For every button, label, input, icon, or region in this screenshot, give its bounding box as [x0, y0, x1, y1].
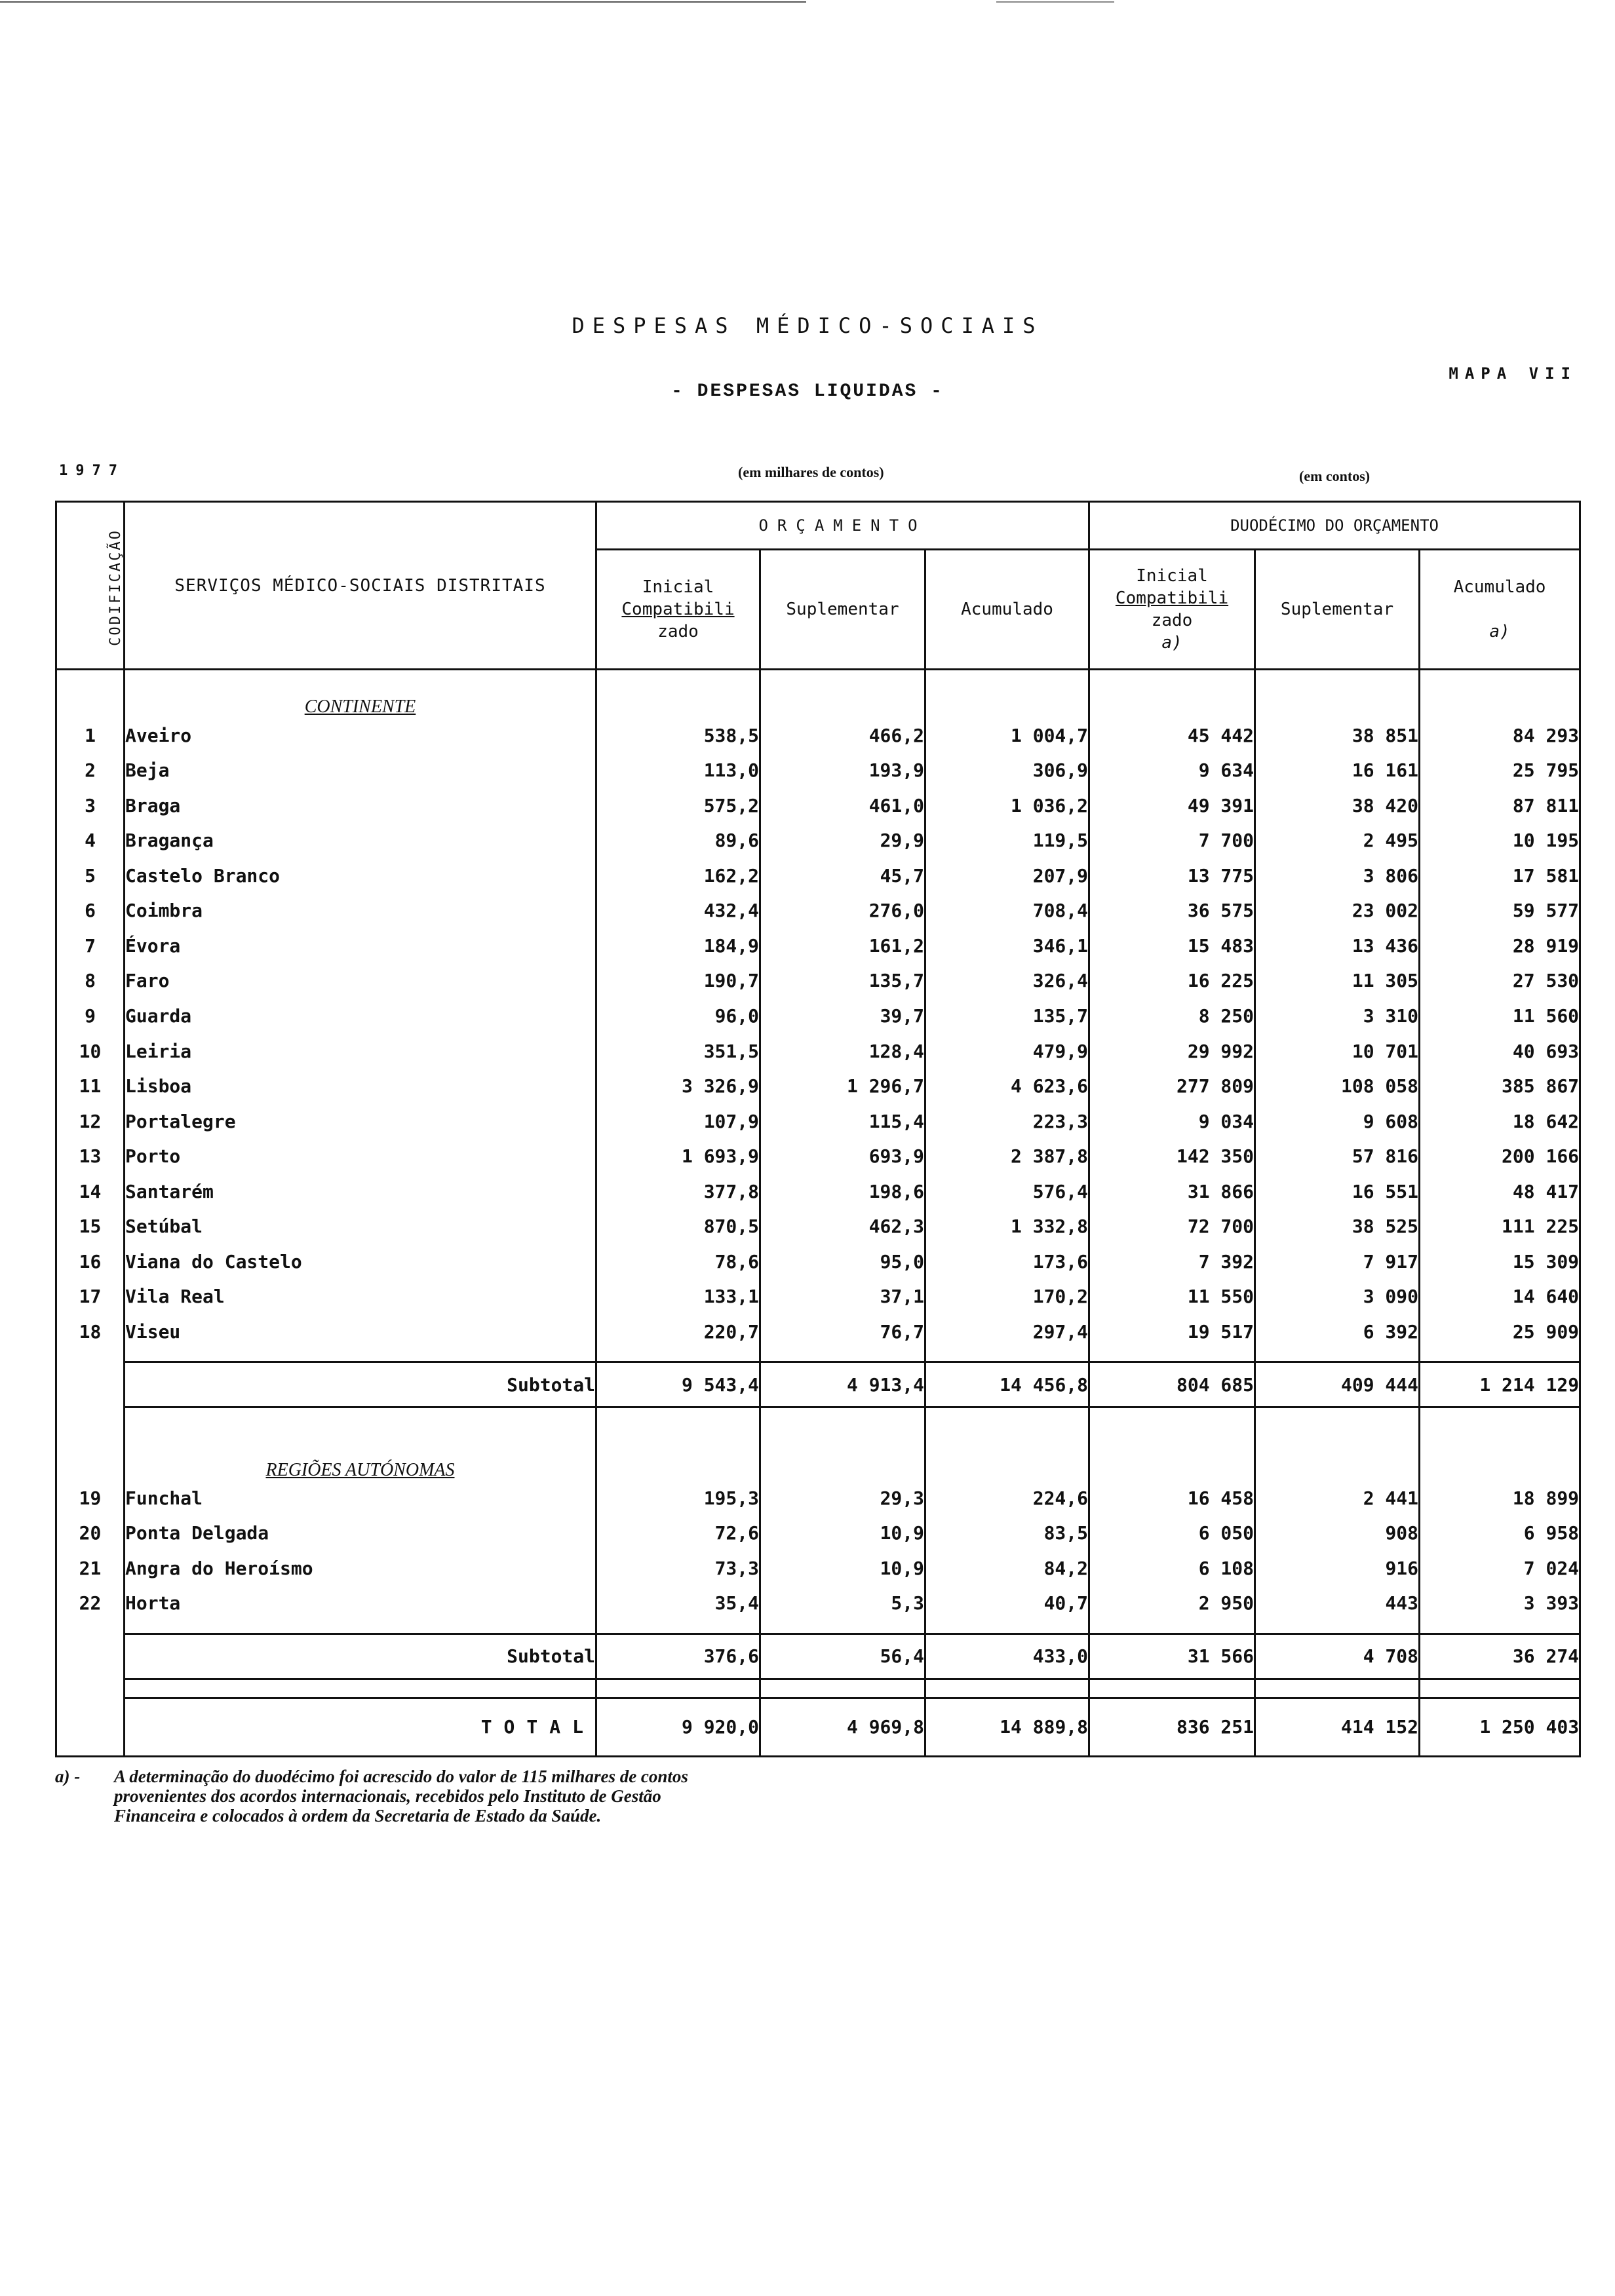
cell-d-supl: 16 161 — [1255, 753, 1420, 788]
cell-o-inicial: 432,4 — [596, 893, 760, 928]
footnote-label: a) - — [55, 1767, 81, 1786]
cell-d-acum: 59 577 — [1420, 893, 1580, 928]
cell-d-inicial: 6 108 — [1089, 1551, 1255, 1586]
cell-o-supl: 37,1 — [760, 1279, 925, 1314]
continente-section — [56, 670, 1580, 718]
cell-o-acum: 326,4 — [925, 963, 1089, 999]
cell-o-acum: 40,7 — [925, 1586, 1089, 1621]
table-row — [56, 1174, 1580, 1209]
cell-d-inicial: 9 634 — [1089, 753, 1255, 788]
top-rule — [0, 1, 806, 3]
cell-code: 11 — [56, 1069, 125, 1104]
cell-d-inicial: 8 250 — [1089, 999, 1255, 1034]
table-row — [56, 928, 1580, 964]
cell-o-inicial: 96,0 — [596, 999, 760, 1034]
cell-d-acum: 3 393 — [1420, 1586, 1580, 1621]
cell-code: 15 — [56, 1209, 125, 1244]
cell-o-supl: 462,3 — [760, 1209, 925, 1244]
cell-d-inicial: 9 034 — [1089, 1103, 1255, 1139]
cell-o-acum: 84,2 — [925, 1551, 1089, 1586]
section-regioes: REGIÕES AUTÓNOMAS — [125, 1407, 596, 1481]
expenses-table — [55, 501, 1581, 1757]
subtotal-label: Subtotal — [125, 1634, 596, 1679]
cell-d-inicial: 15 483 — [1089, 928, 1255, 964]
table-row — [56, 718, 1580, 753]
table-row — [56, 788, 1580, 823]
cell-o-inicial: 89,6 — [596, 823, 760, 858]
cell-d-supl: 3 806 — [1255, 858, 1420, 894]
cell-o-inicial: 184,9 — [596, 928, 760, 964]
cell-d-supl: 23 002 — [1255, 893, 1420, 928]
table-row — [56, 1103, 1580, 1139]
cell-o-inicial: 195,3 — [596, 1481, 760, 1516]
col-orc-acumulado: Acumulado — [925, 550, 1089, 670]
table-row — [56, 1209, 1580, 1244]
cell-code: 20 — [56, 1516, 125, 1551]
cell-d-supl: 3 310 — [1255, 999, 1420, 1034]
cell-o-supl: 76,7 — [760, 1314, 925, 1350]
cell-o-inicial: 78,6 — [596, 1244, 760, 1280]
cell-name: Angra do Heroísmo — [125, 1551, 596, 1586]
cell-d-supl: 16 551 — [1255, 1174, 1420, 1209]
cell-d-inicial: 6 050 — [1089, 1516, 1255, 1551]
cell-d-acum: 200 166 — [1420, 1139, 1580, 1174]
cell-name: Porto — [125, 1139, 596, 1174]
table-row — [56, 1586, 1580, 1621]
cell-d-supl: 6 392 — [1255, 1314, 1420, 1350]
cell-d-supl: 7 917 — [1255, 1244, 1420, 1280]
cell-o-supl: 95,0 — [760, 1244, 925, 1280]
footnote — [55, 1767, 1104, 1826]
top-rule-fragment — [996, 1, 1114, 3]
cell-name: Vila Real — [125, 1279, 596, 1314]
cell-d-supl: 13 436 — [1255, 928, 1420, 964]
table-row — [56, 963, 1580, 999]
year-label: 1977 — [59, 463, 125, 479]
cell-name: Guarda — [125, 999, 596, 1034]
cell-name: Beja — [125, 753, 596, 788]
cell-d-supl: 2 495 — [1255, 823, 1420, 858]
cell-d-acum: 14 640 — [1420, 1279, 1580, 1314]
cell-name: Lisboa — [125, 1069, 596, 1104]
table-row — [56, 1516, 1580, 1551]
cell-name: Castelo Branco — [125, 858, 596, 894]
cell-o-acum: 14 456,8 — [925, 1362, 1089, 1407]
cell-d-inicial: 7 700 — [1089, 823, 1255, 858]
cell-o-supl: 29,3 — [760, 1481, 925, 1516]
cell-code: 10 — [56, 1033, 125, 1069]
cell-o-acum: 119,5 — [925, 823, 1089, 858]
cell-name: Funchal — [125, 1481, 596, 1516]
cell-d-acum: 40 693 — [1420, 1033, 1580, 1069]
cell-o-supl: 1 296,7 — [760, 1069, 925, 1104]
cell-name: Évora — [125, 928, 596, 964]
cell-o-acum: 207,9 — [925, 858, 1089, 894]
table-row — [56, 1033, 1580, 1069]
cell-d-supl: 2 441 — [1255, 1481, 1420, 1516]
cell-d-inicial: 72 700 — [1089, 1209, 1255, 1244]
table-row — [56, 1244, 1580, 1280]
cell-d-supl: 409 444 — [1255, 1362, 1420, 1407]
cell-d-supl: 108 058 — [1255, 1069, 1420, 1104]
unit-duodecimo: (em contos) — [1299, 468, 1371, 484]
col-duo-acumulado — [1420, 550, 1580, 670]
cell-d-inicial: 19 517 — [1089, 1314, 1255, 1350]
cell-d-acum: 17 581 — [1420, 858, 1580, 894]
cell-o-inicial: 72,6 — [596, 1516, 760, 1551]
col-duo-inicial-l3: zado — [1151, 611, 1193, 631]
cell-name: Bragança — [125, 823, 596, 858]
cell-o-supl: 10,9 — [760, 1551, 925, 1586]
cell-name: Leiria — [125, 1033, 596, 1069]
codificacao-label: CODIFICAÇÃO — [107, 529, 124, 646]
total-label: TOTAL — [125, 1698, 596, 1756]
cell-o-acum: 1 332,8 — [925, 1209, 1089, 1244]
cell-o-supl: 4 969,8 — [760, 1698, 925, 1756]
cell-o-inicial: 538,5 — [596, 718, 760, 753]
cell-o-supl: 693,9 — [760, 1139, 925, 1174]
cell-d-supl: 57 816 — [1255, 1139, 1420, 1174]
table-row — [56, 823, 1580, 858]
cell-o-inicial: 190,7 — [596, 963, 760, 999]
cell-name: Horta — [125, 1586, 596, 1621]
cell-code: 22 — [56, 1586, 125, 1621]
cell-d-inicial: 804 685 — [1089, 1362, 1255, 1407]
page-title: DESPESAS MÉDICO-SOCIAIS — [572, 313, 1043, 338]
cell-o-inicial: 9 920,0 — [596, 1698, 760, 1756]
cell-d-inicial: 36 575 — [1089, 893, 1255, 928]
cell-code: 16 — [56, 1244, 125, 1280]
col-duo-inicial-note: a) — [1161, 633, 1182, 653]
col-duo-acumulado-note: a) — [1489, 622, 1510, 642]
regioes-subtotal-row — [56, 1634, 1580, 1679]
cell-d-supl: 11 305 — [1255, 963, 1420, 999]
cell-o-supl: 198,6 — [760, 1174, 925, 1209]
cell-o-acum: 224,6 — [925, 1481, 1089, 1516]
cell-d-inicial: 29 992 — [1089, 1033, 1255, 1069]
cell-o-supl: 135,7 — [760, 963, 925, 999]
cell-d-supl: 9 608 — [1255, 1103, 1420, 1139]
table-row — [56, 1551, 1580, 1586]
cell-o-supl: 56,4 — [760, 1634, 925, 1679]
cell-code: 19 — [56, 1481, 125, 1516]
cell-name: Santarém — [125, 1174, 596, 1209]
table-row — [56, 1481, 1580, 1516]
cell-o-acum: 306,9 — [925, 753, 1089, 788]
footnote-line-2: provenientes dos acordos internacionais, recebidos pelo Instituto de Gestão — [114, 1786, 661, 1806]
cell-d-supl: 414 152 — [1255, 1698, 1420, 1756]
cell-d-acum: 385 867 — [1420, 1069, 1580, 1104]
regioes-rows — [56, 1481, 1580, 1621]
cell-o-supl: 276,0 — [760, 893, 925, 928]
cell-o-inicial: 220,7 — [596, 1314, 760, 1350]
continente-subtotal-row — [56, 1362, 1580, 1407]
cell-d-inicial: 836 251 — [1089, 1698, 1255, 1756]
cell-o-acum: 433,0 — [925, 1634, 1089, 1679]
cell-o-supl: 45,7 — [760, 858, 925, 894]
cell-code: 21 — [56, 1551, 125, 1586]
cell-o-supl: 161,2 — [760, 928, 925, 964]
cell-o-acum: 708,4 — [925, 893, 1089, 928]
cell-d-acum: 36 274 — [1420, 1634, 1580, 1679]
cell-o-supl: 115,4 — [760, 1103, 925, 1139]
total-row — [56, 1698, 1580, 1756]
table-row — [56, 1069, 1580, 1104]
cell-name: Coimbra — [125, 893, 596, 928]
cell-o-supl: 39,7 — [760, 999, 925, 1034]
cell-d-supl: 3 090 — [1255, 1279, 1420, 1314]
subtotal-label: Subtotal — [125, 1362, 596, 1407]
cell-name: Viseu — [125, 1314, 596, 1350]
cell-o-inicial: 73,3 — [596, 1551, 760, 1586]
cell-d-acum: 18 899 — [1420, 1481, 1580, 1516]
cell-d-supl: 38 851 — [1255, 718, 1420, 753]
cell-d-acum: 1 214 129 — [1420, 1362, 1580, 1407]
col-duo-inicial — [1089, 550, 1255, 670]
servicos-header: SERVIÇOS MÉDICO-SOCIAIS DISTRITAIS — [125, 502, 596, 670]
cell-o-supl: 5,3 — [760, 1586, 925, 1621]
cell-d-inicial: 11 550 — [1089, 1279, 1255, 1314]
cell-d-acum: 11 560 — [1420, 999, 1580, 1034]
cell-name: Faro — [125, 963, 596, 999]
footnote-line-1: A determinação do duodécimo foi acrescido do valor de 115 milhares de contos — [114, 1767, 688, 1786]
cell-code: 5 — [56, 858, 125, 894]
orcamento-header: ORÇAMENTO — [596, 502, 1089, 550]
cell-d-acum: 18 642 — [1420, 1103, 1580, 1139]
cell-name: Viana do Castelo — [125, 1244, 596, 1280]
table-row — [56, 858, 1580, 894]
cell-o-acum: 1 004,7 — [925, 718, 1089, 753]
cell-d-acum: 6 958 — [1420, 1516, 1580, 1551]
cell-o-supl: 29,9 — [760, 823, 925, 858]
cell-o-acum: 83,5 — [925, 1516, 1089, 1551]
cell-d-acum: 84 293 — [1420, 718, 1580, 753]
cell-d-acum: 48 417 — [1420, 1174, 1580, 1209]
cell-code: 9 — [56, 999, 125, 1034]
table-row — [56, 1139, 1580, 1174]
cell-o-inicial: 377,8 — [596, 1174, 760, 1209]
cell-d-acum: 87 811 — [1420, 788, 1580, 823]
cell-d-acum: 27 530 — [1420, 963, 1580, 999]
cell-o-supl: 4 913,4 — [760, 1362, 925, 1407]
cell-code: 8 — [56, 963, 125, 999]
cell-d-supl: 38 525 — [1255, 1209, 1420, 1244]
cell-code: 13 — [56, 1139, 125, 1174]
cell-o-supl: 193,9 — [760, 753, 925, 788]
cell-d-acum: 25 909 — [1420, 1314, 1580, 1350]
cell-o-inicial: 575,2 — [596, 788, 760, 823]
cell-code: 4 — [56, 823, 125, 858]
cell-d-supl: 38 420 — [1255, 788, 1420, 823]
page-subtitle: - DESPESAS LIQUIDAS - — [671, 381, 944, 402]
cell-o-inicial: 1 693,9 — [596, 1139, 760, 1174]
cell-d-inicial: 13 775 — [1089, 858, 1255, 894]
cell-code: 2 — [56, 753, 125, 788]
table-row — [56, 753, 1580, 788]
cell-o-acum: 2 387,8 — [925, 1139, 1089, 1174]
cell-o-acum: 576,4 — [925, 1174, 1089, 1209]
col-orc-inicial — [596, 550, 760, 670]
cell-code: 12 — [56, 1103, 125, 1139]
cell-name: Portalegre — [125, 1103, 596, 1139]
cell-code: 14 — [56, 1174, 125, 1209]
cell-d-inicial: 16 458 — [1089, 1481, 1255, 1516]
col-orc-inicial-l1: Inicial — [642, 577, 714, 598]
table-row — [56, 1314, 1580, 1350]
cell-d-acum: 1 250 403 — [1420, 1698, 1580, 1756]
col-duo-inicial-l1: Inicial — [1136, 566, 1208, 586]
cell-o-inicial: 3 326,9 — [596, 1069, 760, 1104]
col-orc-suplementar: Suplementar — [760, 550, 925, 670]
cell-o-acum: 4 623,6 — [925, 1069, 1089, 1104]
cell-o-acum: 135,7 — [925, 999, 1089, 1034]
col-duo-inicial-l2: Compatibili — [1115, 588, 1229, 609]
cell-d-acum: 15 309 — [1420, 1244, 1580, 1280]
cell-d-inicial: 16 225 — [1089, 963, 1255, 999]
cell-d-supl: 916 — [1255, 1551, 1420, 1586]
codificacao-header — [56, 502, 125, 670]
footnote-line-3: Financeira e colocados à ordem da Secretaria de Estado da Saúde. — [114, 1806, 602, 1826]
cell-o-inicial: 107,9 — [596, 1103, 760, 1139]
cell-code: 3 — [56, 788, 125, 823]
cell-d-acum: 10 195 — [1420, 823, 1580, 858]
cell-code: 1 — [56, 718, 125, 753]
cell-code: 18 — [56, 1314, 125, 1350]
cell-d-supl: 908 — [1255, 1516, 1420, 1551]
cell-d-inicial: 45 442 — [1089, 718, 1255, 753]
cell-d-inicial: 277 809 — [1089, 1069, 1255, 1104]
cell-o-inicial: 162,2 — [596, 858, 760, 894]
cell-o-inicial: 133,1 — [596, 1279, 760, 1314]
cell-name: Braga — [125, 788, 596, 823]
col-orc-inicial-l3: zado — [657, 622, 699, 642]
col-orc-inicial-l2: Compatibili — [621, 600, 735, 620]
cell-d-inicial: 31 866 — [1089, 1174, 1255, 1209]
cell-o-inicial: 376,6 — [596, 1634, 760, 1679]
cell-o-inicial: 35,4 — [596, 1586, 760, 1621]
cell-d-supl: 10 701 — [1255, 1033, 1420, 1069]
cell-name: Aveiro — [125, 718, 596, 753]
cell-o-inicial: 870,5 — [596, 1209, 760, 1244]
cell-name: Setúbal — [125, 1209, 596, 1244]
cell-d-acum: 25 795 — [1420, 753, 1580, 788]
cell-o-supl: 461,0 — [760, 788, 925, 823]
cell-d-acum: 111 225 — [1420, 1209, 1580, 1244]
cell-o-acum: 1 036,2 — [925, 788, 1089, 823]
col-duo-acumulado-label: Acumulado — [1453, 577, 1546, 598]
cell-o-acum: 14 889,8 — [925, 1698, 1089, 1756]
cell-d-supl: 443 — [1255, 1586, 1420, 1621]
cell-o-supl: 128,4 — [760, 1033, 925, 1069]
cell-code: 17 — [56, 1279, 125, 1314]
unit-orcamento: (em milhares de contos) — [738, 464, 884, 480]
cell-o-inicial: 351,5 — [596, 1033, 760, 1069]
cell-o-supl: 10,9 — [760, 1516, 925, 1551]
cell-o-acum: 223,3 — [925, 1103, 1089, 1139]
section-continente: CONTINENTE — [125, 670, 596, 718]
cell-d-inicial: 2 950 — [1089, 1586, 1255, 1621]
table-row — [56, 893, 1580, 928]
map-number: MAPA VII — [1449, 364, 1577, 383]
continente-rows — [56, 718, 1580, 1349]
table-row — [56, 999, 1580, 1034]
cell-d-inicial: 142 350 — [1089, 1139, 1255, 1174]
duodecimo-header: DUODÉCIMO DO ORÇAMENTO — [1089, 502, 1580, 550]
cell-o-acum: 346,1 — [925, 928, 1089, 964]
col-duo-suplementar: Suplementar — [1255, 550, 1420, 670]
cell-o-inicial: 113,0 — [596, 753, 760, 788]
cell-code: 7 — [56, 928, 125, 964]
cell-o-acum: 479,9 — [925, 1033, 1089, 1069]
cell-d-inicial: 7 392 — [1089, 1244, 1255, 1280]
cell-o-acum: 170,2 — [925, 1279, 1089, 1314]
cell-d-inicial: 31 566 — [1089, 1634, 1255, 1679]
cell-o-acum: 297,4 — [925, 1314, 1089, 1350]
cell-o-acum: 173,6 — [925, 1244, 1089, 1280]
table-row — [56, 1279, 1580, 1314]
cell-name: Ponta Delgada — [125, 1516, 596, 1551]
cell-d-acum: 7 024 — [1420, 1551, 1580, 1586]
cell-o-inicial: 9 543,4 — [596, 1362, 760, 1407]
cell-code: 6 — [56, 893, 125, 928]
cell-d-supl: 4 708 — [1255, 1634, 1420, 1679]
cell-o-supl: 466,2 — [760, 718, 925, 753]
cell-d-acum: 28 919 — [1420, 928, 1580, 964]
cell-d-inicial: 49 391 — [1089, 788, 1255, 823]
